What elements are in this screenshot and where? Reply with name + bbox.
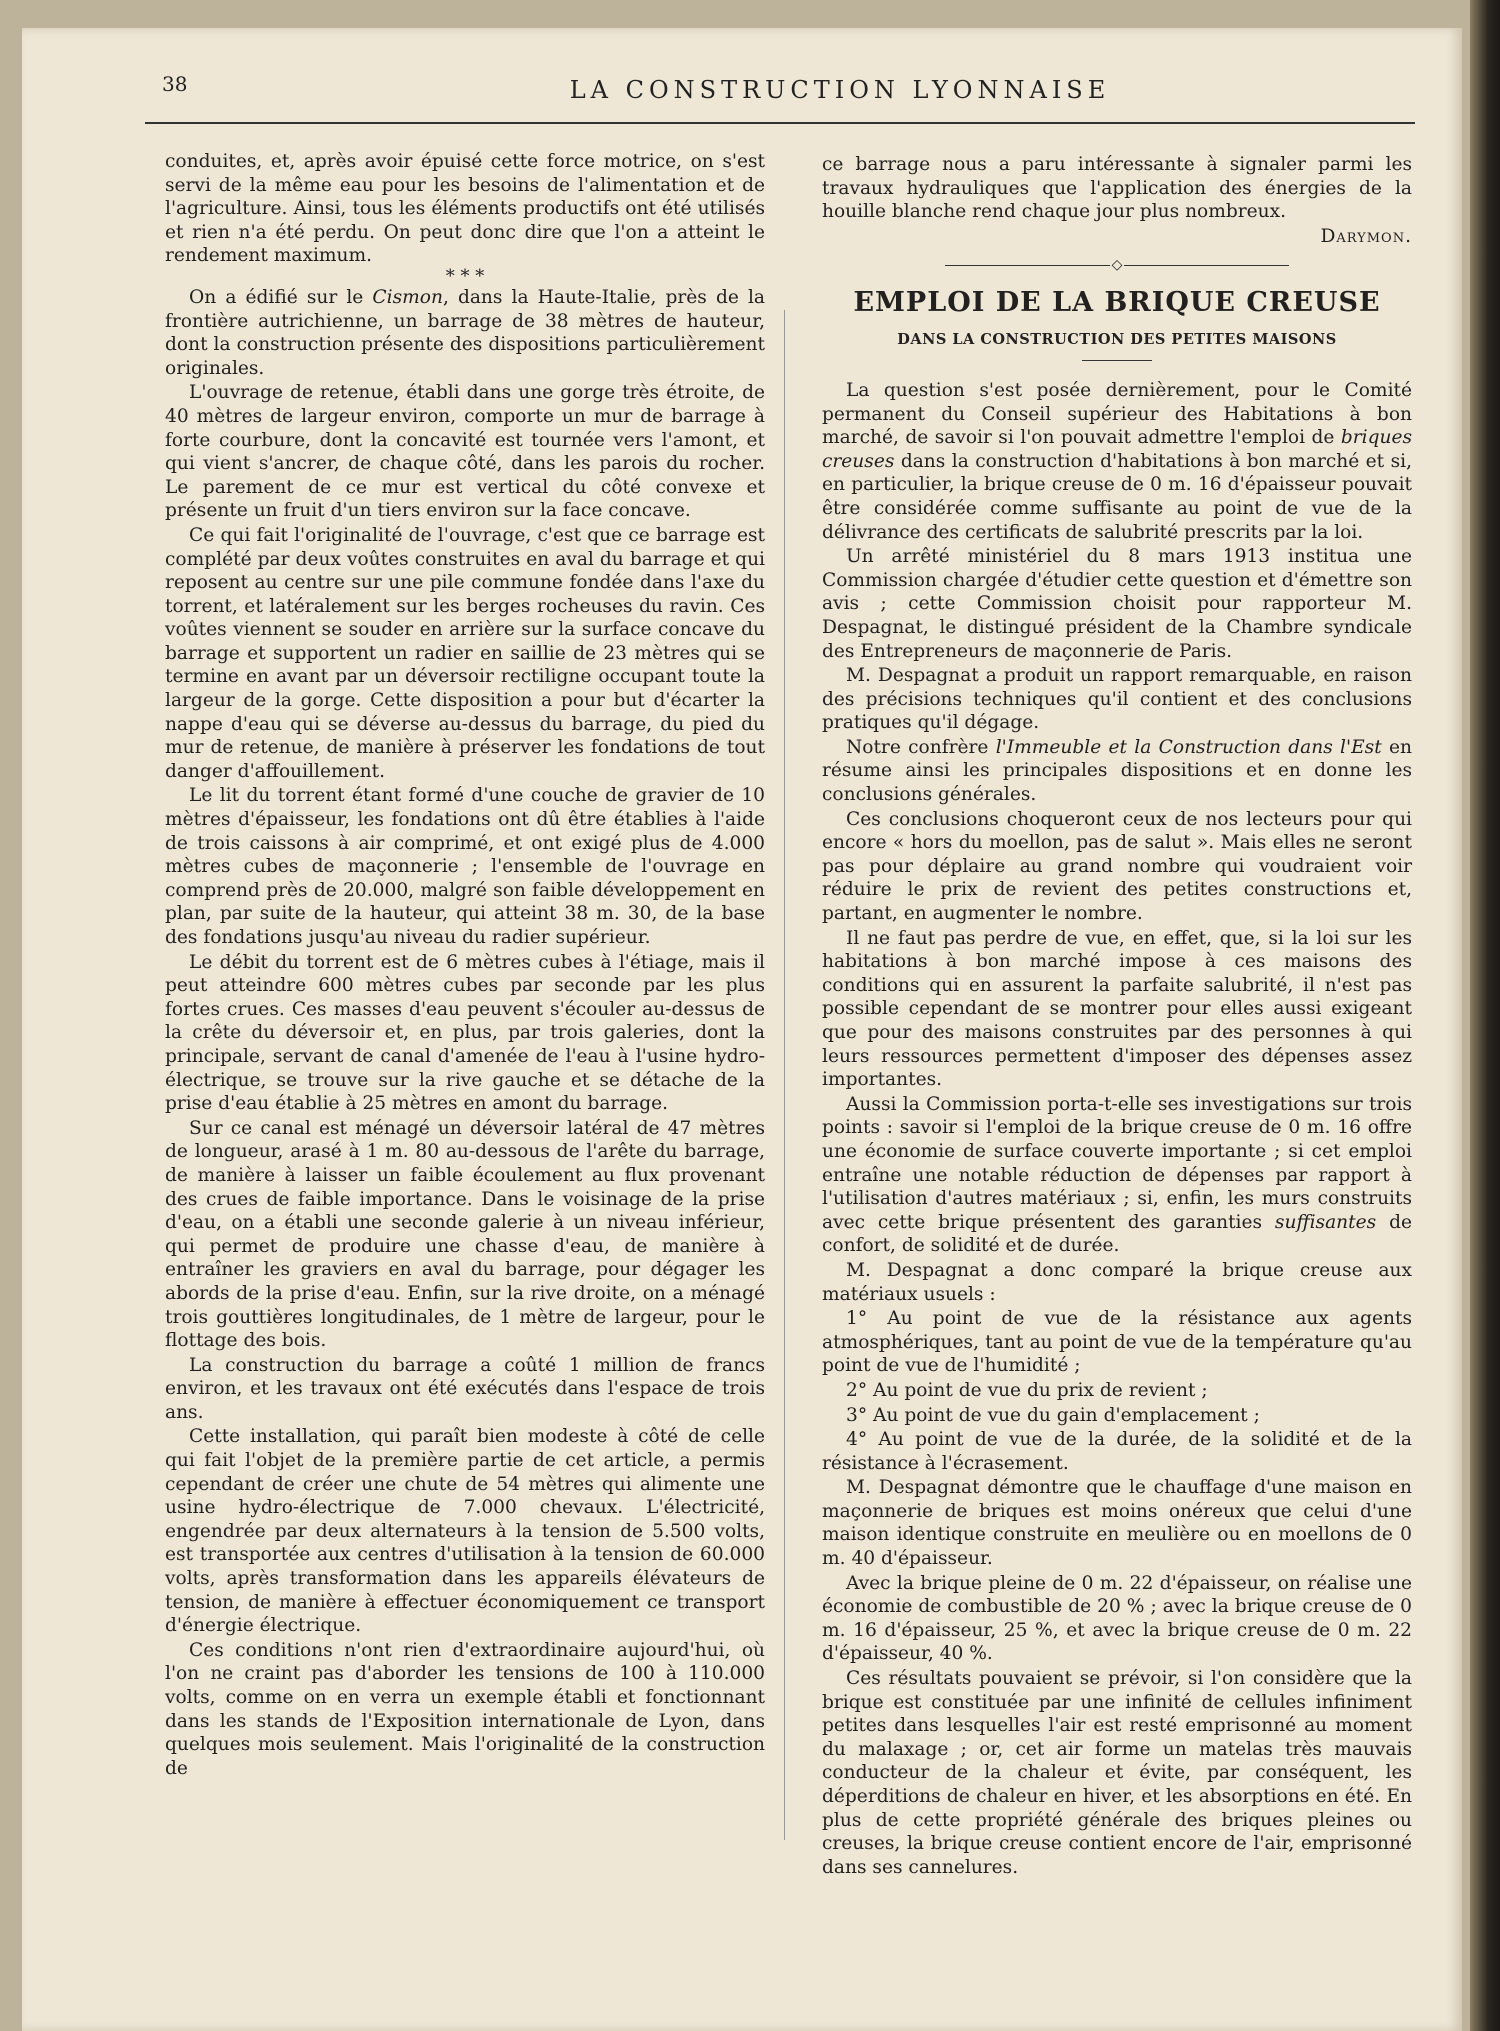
right-column — [822, 153, 1412, 1880]
paragraph: Cette installation, qui paraît bien modeste à côté de celle qui fait l'objet de la première partie de cet article, a permis cependant de créer une chute de 54 mètres qui alimente une usine hydro-électrique de 7.000 chevaux. L'électricité, engendrée par deux alternateurs à la tension de 5.500 volts, est transportée aux centres d'utilisation à la tension de 60.000 volts, après transformation dans les appareils élévateurs de tension, de manière à effectuer économiquement ce transport d'énergie électrique. — [165, 1426, 765, 1637]
column-divider — [784, 310, 785, 1840]
title-rule — [1082, 360, 1152, 361]
list-item: 2° Au point de vue du prix de revient ; — [846, 1379, 1208, 1401]
paragraph: Sur ce canal est ménagé un déversoir latéral de 47 mètres de longueur, arasé à 1 m. 80 au-dessous de l'arête du barrage, de manière à laisser un faible écoulement au flux provenant des crues de faible importance. Dans le voisinage de la prise d'eau, on a établi une seconde galerie à un niveau inférieur, qui permet de produire une chasse d'eau, de manière à entraîner les graviers en aval du barrage, pour dégager les abords de la prise d'eau. Enfin, sur la rive droite, on a ménagé trois gouttières longitudinales, de 1 mètre de largeur, pour le flottage des bois. — [165, 1117, 765, 1352]
list-item: 1° Au point de vue de la résistance aux agents atmosphériques, tant au point de vue de la température qu'au point de vue de l'humidité ; — [822, 1308, 1412, 1377]
section-separator: * * * — [445, 265, 485, 287]
paragraph: M. Despagnat a produit un rapport remarquable, en raison des précisions techniques qu'il contient et des conclusions pratiques qu'il dégage. — [822, 665, 1412, 734]
diamond-ornament-icon: ◇ — [1111, 257, 1123, 274]
paragraph: M. Despagnat a donc comparé la brique creuse aux matériaux usuels : — [822, 1259, 1412, 1305]
paragraph: Un arrêté ministériel du 8 mars 1913 institua une Commission chargée d'étudier cette question et d'émettre son avis ; cette Commission choisit pour rapporteur M. Despagnat, le distingué président de la Chambre syndicale des Entrepreneurs de maçonnerie de Paris. — [822, 546, 1412, 662]
paragraph: ce barrage nous a paru intéressante à signaler parmi les travaux hydrauliques que l'application des énergies de la houille blanche rend chaque jour plus nombreux. — [822, 154, 1412, 223]
paragraph: La construction du barrage a coûté 1 million de francs environ, et les travaux ont été exécutés dans l'espace de trois ans. — [165, 1354, 765, 1423]
left-column — [165, 150, 765, 1781]
paragraph: On a édifié sur le Cismon, dans la Haute-Italie, près de la frontière autrichienne, un barrage de 38 mètres de hauteur, dont la construction présente des dispositions particulièrement originales. — [165, 286, 765, 379]
paragraph: Avec la brique pleine de 0 m. 22 d'épaisseur, on réalise une économie de combustible de 20 % ; avec la brique creuse de 0 m. 16 d'épaisseur, 25 %, et avec la brique creuse de 0 m. 22 d'épaisseur, 40 %. — [822, 1572, 1412, 1665]
paragraph: Le lit du torrent étant formé d'une couche de gravier de 10 mètres d'épaisseur, les fondations ont dû être établies à l'aide de trois caissons à air comprimé, et ont exigé plus de 4.000 mètres cubes de maçonnerie ; l'ensemble de l'ouvrage en comprend près de 20.000, malgré son faible développement en plan, par suite de la hauteur, qui atteint 38 m. 30, de la base des fondations jusqu'au niveau du radier supérieur. — [165, 785, 765, 948]
paragraph: conduites, et, après avoir épuisé cette force motrice, on s'est servi de la même eau pour les besoins de l'alimentation et de l'agriculture. Ainsi, tous les éléments productifs ont été utilisés et rien n'a été perdu. On peut donc dire que l'on a atteint le rendement maximum. — [165, 151, 765, 267]
paragraph: L'ouvrage de retenue, établi dans une gorge très étroite, de 40 mètres de largeur environ, comporte un mur de barrage à forte courbure, dont la concavité est tournée vers l'amont, et qui vient s'ancrer, de chaque côté, dans les parois du rocher. Le parement de ce mur est vertical du côté convexe et présente un fruit d'un tiers environ sur la face concave. — [165, 382, 765, 522]
running-title: LA CONSTRUCTION LYONNAISE — [569, 76, 1111, 104]
page-number: 38 — [162, 72, 188, 96]
article-subtitle: DANS LA CONSTRUCTION DES PETITES MAISONS — [897, 331, 1337, 349]
paragraph: Il ne faut pas perdre de vue, en effet, que, si la loi sur les habitations à bon marché impose à ces maisons des conditions qui en assurent la parfaite salubrité, il n'est pas possible cependant de se montrer pour elles aussi exigeant que pour des maisons construites par des personnes à qui leurs ressources permettent d'imposer des dépenses assez importantes. — [822, 927, 1412, 1091]
paragraph: La question s'est posée dernièrement, pour le Comité permanent du Conseil supérieur des Habitations à bon marché, de savoir si l'on pouvait admettre l'emploi de briques creuses dans la construction d'habitations à bon marché et si, en particulier, la brique creuse de 0 m. 16 d'épaisseur pouvait être considérée comme suffisante au point de vue de la délivrance des certificats de salubrité prescrits par la loi. — [822, 379, 1412, 543]
page-header — [140, 72, 1410, 112]
list-item: 3° Au point de vue du gain d'emplacement ; — [846, 1404, 1260, 1426]
paragraph: Notre confrère l'Immeuble et la Construction dans l'Est en résume ainsi les principales dispositions et en donne les conclusions générales. — [822, 736, 1412, 806]
paragraph: M. Despagnat démontre que le chauffage d'une maison en maçonnerie de briques est moins onéreux que celui d'une maison identique construite en meulière ou en moellons de 0 m. 40 d'épaisseur. — [822, 1477, 1412, 1570]
author-signature: Darymon. — [1320, 225, 1412, 247]
book-spine — [1470, 0, 1500, 2031]
paragraph: Ces résultats pouvaient se prévoir, si l'on considère que la brique est constituée par une infinité de cellules infiniment petites dans lesquelles l'air est resté emprisonné au moment du malaxage ; or, cet air forme un matelas très mauvais conducteur de la chaleur et évite, par conséquent, les déperditions de chaleur en hiver, et les absorptions en été. En plus de cette propriété générale des briques pleines ou creuses, la brique creuse contient encore de l'air, emprisonné dans ses cannelures. — [822, 1668, 1412, 1878]
paragraph: Ces conditions n'ont rien d'extraordinaire aujourd'hui, où l'on ne craint pas d'aborder les tensions de 100 à 110.000 volts, comme on en verra un exemple établi et fonctionnant dans les stands de l'Exposition internationale de Lyon, dans quelques mois seulement. Mais l'originalité de la construction de — [165, 1639, 765, 1779]
ornament-rule — [822, 258, 1412, 272]
list-item: 4° Au point de vue de la durée, de la solidité et de la résistance à l'écrasement. — [822, 1429, 1412, 1474]
paragraph: Ce qui fait l'originalité de l'ouvrage, c'est que ce barrage est complété par deux voûtes construites en aval du barrage et qui reposent au centre sur une pile commune fondée dans l'axe du torrent, et latéralement sur les berges rocheuses du ravin. Ces voûtes viennent se souder en arrière sur la surface concave du barrage et supportent un radier en saillie de 23 mètres qui se termine en avant par un déversoir rectiligne occupant toute la largeur de la gorge. Cette disposition a pour but d'écarter la nappe d'eau qui se déverse au-dessus du barrage, du pied du mur de retenue, de manière à préserver les fondations de tout danger d'affouillement. — [165, 524, 765, 782]
header-rule — [145, 122, 1415, 124]
paragraph: Aussi la Commission porta-t-elle ses investigations sur trois points : savoir si l'emploi de la brique creuse de 0 m. 16 offre une économie de surface couverte importante ; si cet emploi entraîne une notable réduction de dépenses par rapport à l'utilisation d'autres matériaux ; si, enfin, les murs construits avec cette brique présentent des garanties suffisantes de confort, de solidité et de durée. — [822, 1093, 1412, 1257]
paragraph: Le débit du torrent est de 6 mètres cubes à l'étiage, mais il peut atteindre 600 mètres cubes par seconde par les plus fortes crues. Ces masses d'eau peuvent s'écouler au-dessus de la crête du déversoir et, en plus, par trois galeries, dont la principale, servant de canal d'amenée de l'eau à l'usine hydro-électrique, se trouve sur la rive gauche et se détache de la prise d'eau établie à 25 mètres en amont du barrage. — [165, 951, 765, 1115]
article-title: EMPLOI DE LA BRIQUE CREUSE — [853, 287, 1381, 319]
paragraph: Ces conclusions choqueront ceux de nos lecteurs pour qui encore « hors du moellon, pas de salut ». Mais elles ne seront pas pour déplaire au grand nombre qui voudraient voir réduire le prix de revient des petites constructions et, partant, en augmenter le nombre. — [822, 808, 1412, 925]
